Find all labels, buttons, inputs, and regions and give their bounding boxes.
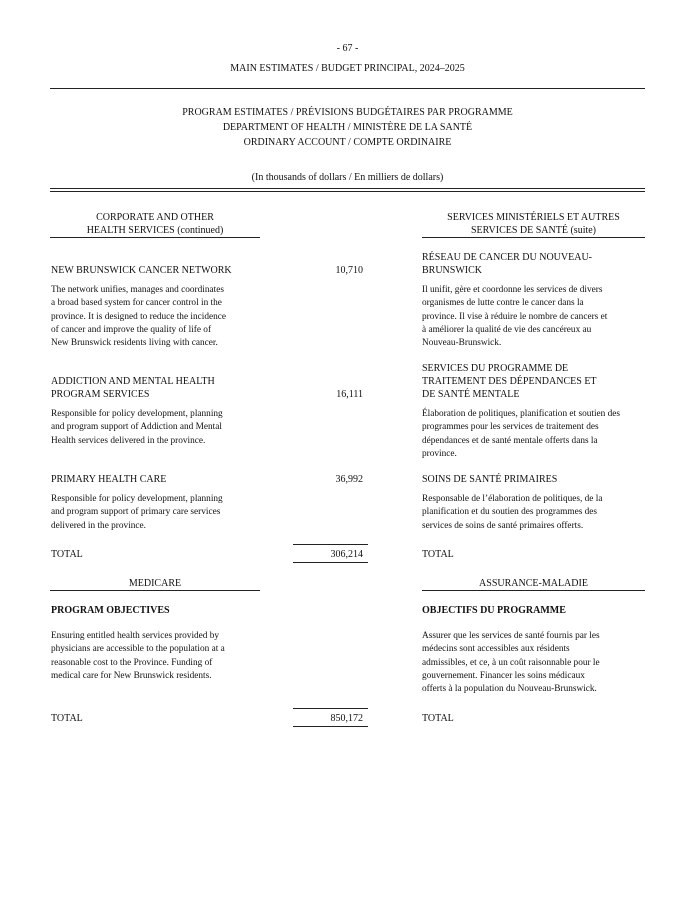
- section-heading-en-line1: CORPORATE AND OTHER: [96, 212, 214, 223]
- section-heading-fr-line2: SERVICES DE SANTÉ (suite): [470, 225, 597, 236]
- medicare-description-en: Ensuring entitled health services provided by physicians are accessible to the population at a reasonable cost to the Province. Funding of medical care for New Brunswick residents.: [51, 631, 225, 681]
- account-title: ORDINARY ACCOUNT / COMPTE ORDINAIRE: [243, 137, 452, 148]
- page-number: - 67 -: [336, 43, 359, 54]
- medicare-description-fr: Assurer que les services de santé fournis par les médecins sont accessibles aux résidents admissibles, et ce, à un coût raisonnable pour le gouvernement. Financer les soins médicaux offerts à la population du Nouveau-Brunswick.: [422, 631, 600, 695]
- program-description-en: Responsible for policy development, planning and program support of Addiction and Mental Health services delivered in the province.: [51, 409, 223, 446]
- total-underline: [293, 726, 368, 727]
- medicare-heading-fr: ASSURANCE-MALADIE: [479, 578, 588, 589]
- total-label-fr: TOTAL: [422, 549, 454, 560]
- program-estimates-title: PROGRAM ESTIMATES / PRÉVISIONS BUDGÉTAIRES PAR PROGRAMME: [182, 107, 513, 118]
- program-amount: 10,710: [335, 265, 363, 276]
- header-rule: [50, 88, 645, 89]
- medicare-heading-en: MEDICARE: [128, 578, 182, 589]
- program-description-en: Responsible for policy development, planning and program support of primary care services delivered in the province.: [51, 494, 223, 531]
- units-note: (In thousands of dollars / En milliers de dollars): [251, 172, 444, 183]
- program-title-fr: DE SANTÉ MENTALE: [422, 389, 520, 400]
- program-description-fr: Il unifit, gère et coordonne les services de divers organismes de lutte contre le cancer dans la province. Il vise à réduire le nombre de cancers et à améliorer la qualité de vie des cancéreux au Nouveau-Brunswick.: [422, 285, 608, 349]
- double-rule-bottom: [50, 191, 645, 192]
- section-heading-en-rule: [50, 237, 260, 238]
- program-description-fr: Élaboration de politiques, planification et soutien des programmes pour les services de traitement des dépendances et de santé mentale offerts dans la province.: [422, 409, 621, 459]
- program-title-en: PRIMARY HEALTH CARE: [51, 474, 167, 485]
- medicare-heading-en-rule: [50, 590, 260, 591]
- total-label-en: TOTAL: [51, 713, 83, 724]
- double-rule-top: [50, 188, 645, 189]
- medicare-heading-fr-rule: [422, 590, 645, 591]
- total-label-fr: TOTAL: [422, 713, 454, 724]
- program-amount: 36,992: [335, 474, 363, 485]
- total-rule: [293, 544, 368, 545]
- program-title-fr: SERVICES DU PROGRAMME DE: [422, 363, 569, 374]
- section-heading-fr-line1: SERVICES MINISTÉRIELS ET AUTRES: [447, 212, 620, 223]
- program-description-fr: Responsable de l’élaboration de politiques, de la planification et du soutien des programmes des services de soins de santé primaires offerts.: [422, 494, 603, 531]
- objectives-heading-fr: OBJECTIFS DU PROGRAMME: [422, 605, 566, 616]
- program-title-en: PROGRAM SERVICES: [51, 389, 150, 400]
- program-amount: 16,111: [336, 389, 363, 400]
- total-rule: [293, 708, 368, 709]
- department-title: DEPARTMENT OF HEALTH / MINISTÈRE DE LA SANTÉ: [222, 122, 473, 133]
- program-description-en: The network unifies, manages and coordinates a broad based system for cancer control in the province. It is designed to reduce the incidence of cancer and improve the quality of life of New Brunswick residents living with cancer.: [51, 285, 227, 349]
- program-title-fr: SOINS DE SANTÉ PRIMAIRES: [422, 474, 558, 485]
- section-heading-fr-rule: [422, 237, 645, 238]
- objectives-heading-en: PROGRAM OBJECTIVES: [51, 605, 170, 616]
- total-amount: 850,172: [330, 713, 363, 724]
- program-title-fr: RÉSEAU DE CANCER DU NOUVEAU-: [422, 252, 592, 263]
- program-title-en: NEW BRUNSWICK CANCER NETWORK: [51, 265, 232, 276]
- section-heading-en-line2: HEALTH SERVICES (continued): [86, 225, 224, 236]
- total-underline: [293, 562, 368, 563]
- total-amount: 306,214: [330, 549, 363, 560]
- program-title-fr: BRUNSWICK: [422, 265, 483, 276]
- budget-title: MAIN ESTIMATES / BUDGET PRINCIPAL, 2024–2025: [230, 63, 465, 74]
- program-title-fr: TRAITEMENT DES DÉPENDANCES ET: [422, 376, 597, 387]
- total-label-en: TOTAL: [51, 549, 83, 560]
- program-title-en: ADDICTION AND MENTAL HEALTH: [51, 376, 215, 387]
